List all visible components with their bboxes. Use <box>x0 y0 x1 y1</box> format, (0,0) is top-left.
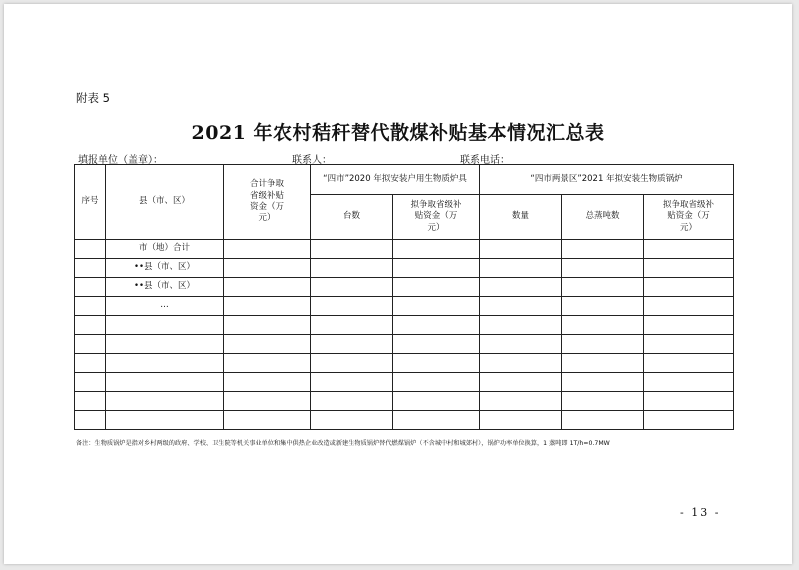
table-row <box>75 297 734 316</box>
header-stove-fund: 拟争取省级补贴资金（万元） <box>393 195 480 240</box>
header-boiler-count: 数量 <box>480 195 562 240</box>
cell-county: ••县（市、区） <box>106 259 224 278</box>
cell-seq <box>75 335 106 354</box>
summary-table <box>74 164 734 430</box>
table-row <box>75 335 734 354</box>
cell-seq <box>75 392 106 411</box>
cell-seq <box>75 297 106 316</box>
cell-seq <box>75 259 106 278</box>
cell-county: ••县（市、区） <box>106 278 224 297</box>
page-number: - 13 - <box>680 506 721 519</box>
table-row <box>75 373 734 392</box>
header-stove-count: 台数 <box>311 195 393 240</box>
table-row <box>75 392 734 411</box>
table-row <box>75 240 734 259</box>
table-body <box>75 240 734 430</box>
cell-seq <box>75 240 106 259</box>
cell-seq <box>75 373 106 392</box>
fill-contact-label: 联系人： <box>292 155 332 166</box>
header-seq: 序号 <box>75 165 106 240</box>
header-total-fund: 合计争取省级补贴资金（万元） <box>224 165 311 240</box>
cell-seq <box>75 411 106 430</box>
cell-county: … <box>106 297 224 316</box>
fill-unit-label: 填报单位（盖章）： <box>78 155 163 166</box>
cell-seq <box>75 354 106 373</box>
header-county: 县（市、区） <box>106 165 224 240</box>
header-group-boilers: “四市两景区”2021 年拟安装生物质锅炉 <box>480 165 734 195</box>
cell-county <box>106 354 224 373</box>
page-title: 2021 年农村秸秆替代散煤补贴基本情况汇总表 <box>191 122 605 144</box>
fill-phone-label: 联系电话： <box>460 155 510 166</box>
cell-county <box>106 316 224 335</box>
header-group-stoves: “四市”2020 年拟安装户用生物质炉具 <box>311 165 480 195</box>
cell-county <box>106 392 224 411</box>
cell-seq <box>75 316 106 335</box>
table-row <box>75 354 734 373</box>
table-row <box>75 316 734 335</box>
header-boiler-fund: 拟争取省级补贴资金（万元） <box>644 195 734 240</box>
attachment-label: 附表 5 <box>76 91 110 105</box>
table-row <box>75 278 734 297</box>
cell-seq <box>75 278 106 297</box>
cell-county: 市（地）合计 <box>106 240 224 259</box>
cell-county <box>106 373 224 392</box>
cell-county <box>106 411 224 430</box>
table-row <box>75 411 734 430</box>
header-boiler-tons: 总蒸吨数 <box>562 195 644 240</box>
table-row <box>75 259 734 278</box>
document-page <box>4 4 792 564</box>
footnote: 备注：生物质锅炉是指对乡村两级的政府、学校、卫生院等机关事业单位和集中供热企业改造或新建生物质锅炉替代燃煤锅炉（不含城中村和城郊村），锅炉功率单位换算，1 蒸吨即 1T/h=0.7MW <box>76 440 610 447</box>
cell-county <box>106 335 224 354</box>
